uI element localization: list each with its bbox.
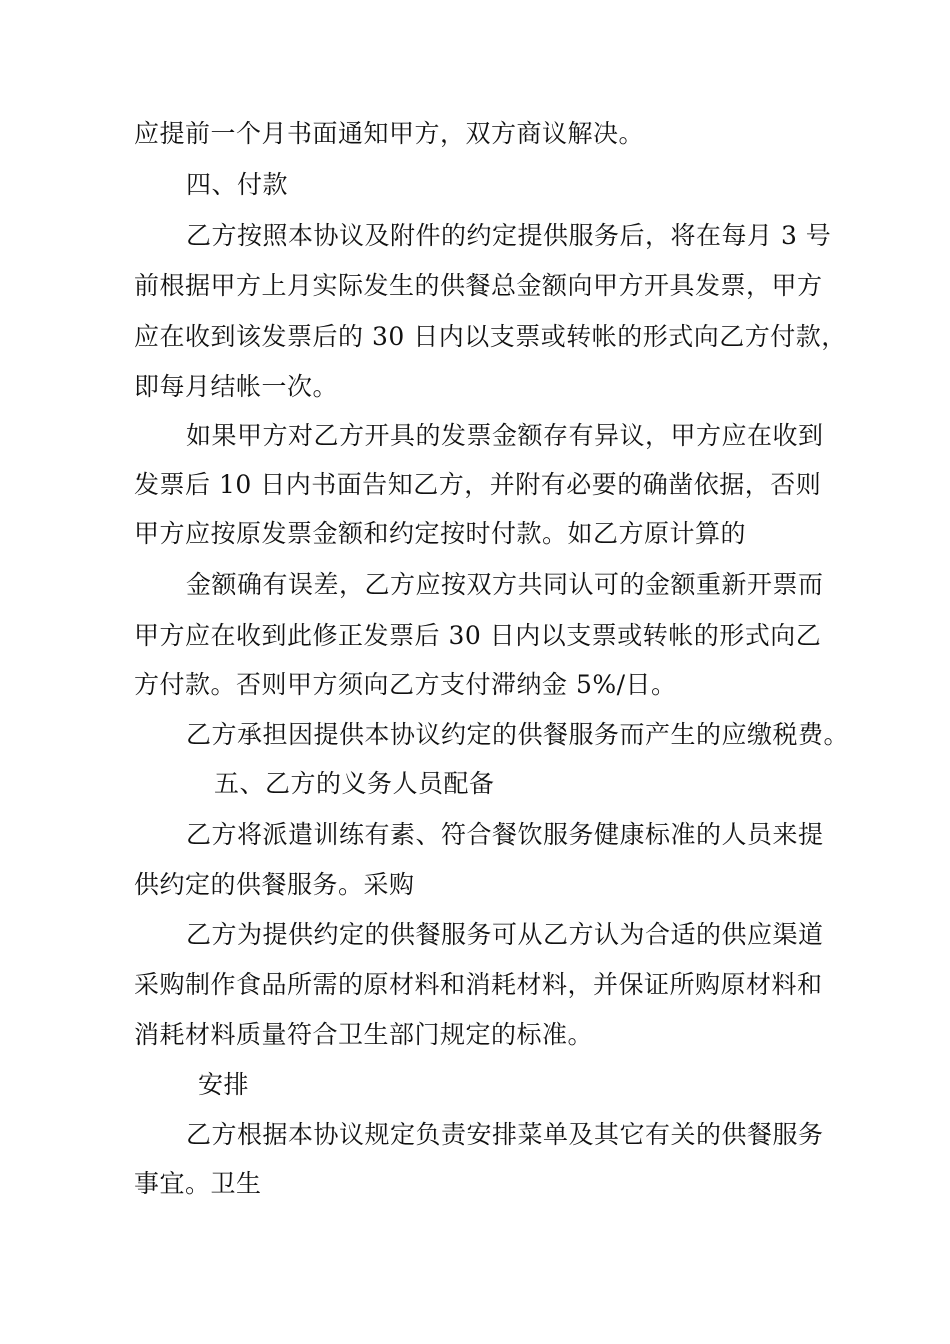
text-line: 采购制作食品所需的原材料和消耗材料，并保证所购原材料和 bbox=[134, 970, 823, 999]
text-line: 甲方应在收到此修正发票后 30 日内以支票或转帐的形式向乙 bbox=[134, 621, 822, 650]
text-line: 事宜。卫生 bbox=[134, 1169, 262, 1198]
text-line: 应在收到该发票后的 30 日内以支票或转帐的形式向乙方付款， bbox=[134, 322, 847, 351]
text-line: 金额确有误差，乙方应按双方共同认可的金额重新开票而 bbox=[186, 570, 824, 599]
text-line: 甲方应按原发票金额和约定按时付款。如乙方原计算的 bbox=[134, 519, 747, 548]
section-heading-payment: 四、付款 bbox=[186, 170, 289, 199]
text-line: 方付款。否则甲方须向乙方支付滞纳金 5%/日。 bbox=[134, 670, 677, 699]
text-line: 乙方根据本协议规定负责安排菜单及其它有关的供餐服务 bbox=[186, 1120, 824, 1149]
text-line: 乙方按照本协议及附件的约定提供服务后，将在每月 3 号 bbox=[186, 221, 832, 250]
text-line: 即每月结帐一次。 bbox=[134, 372, 339, 401]
text-line: 如果甲方对乙方开具的发票金额存有异议，甲方应在收到 bbox=[186, 421, 824, 450]
text-line: 乙方为提供约定的供餐服务可从乙方认为合适的供应渠道 bbox=[186, 920, 824, 949]
section-heading-arrangement: 安排 bbox=[198, 1070, 250, 1099]
text-line: 供约定的供餐服务。采购 bbox=[134, 870, 415, 899]
text-line: 发票后 10 日内书面告知乙方，并附有必要的确凿依据，否则 bbox=[134, 470, 822, 499]
text-line: 乙方承担因提供本协议约定的供餐服务而产生的应缴税费。 bbox=[186, 720, 850, 749]
text-line: 前根据甲方上月实际发生的供餐总金额向甲方开具发票，甲方 bbox=[134, 271, 823, 300]
section-heading-staffing: 五、乙方的义务人员配备 bbox=[214, 769, 495, 798]
text-line: 乙方将派遣训练有素、符合餐饮服务健康标准的人员来提 bbox=[186, 820, 824, 849]
text-line: 消耗材料质量符合卫生部门规定的标准。 bbox=[134, 1020, 594, 1049]
text-line: 应提前一个月书面通知甲方，双方商议解决。 bbox=[134, 119, 645, 148]
